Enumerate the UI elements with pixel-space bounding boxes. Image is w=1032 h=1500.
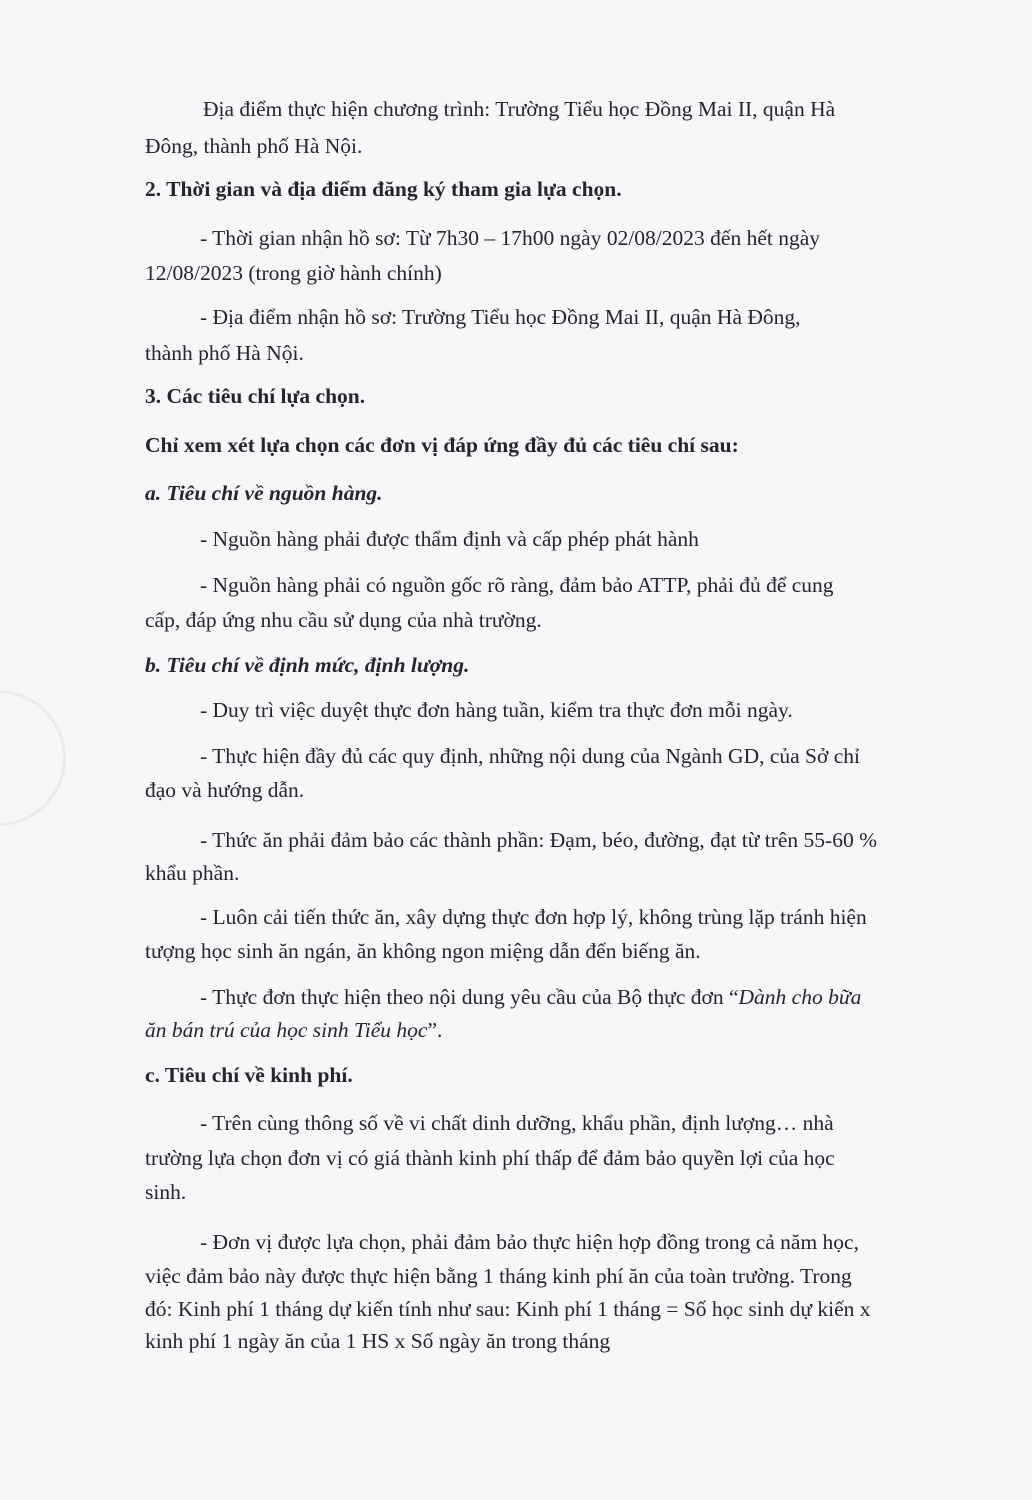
para-receive-time-line1: - Thời gian nhận hồ sơ: Từ 7h30 – 17h00 ngày 02/08/2023 đến hết ngày [200,226,821,250]
item-a1: - Nguồn hàng phải được thẩm định và cấp phép phát hành [200,527,699,551]
heading-section-3: 3. Các tiêu chí lựa chọn. [145,384,366,408]
para-receive-place-line2: thành phố Hà Nội. [145,341,304,365]
item-c2-line2: việc đảm bảo này được thực hiện bằng 1 tháng kinh phí ăn của toàn trường. Trong [145,1264,852,1288]
item-c2-line1: - Đơn vị được lựa chọn, phải đảm bảo thực hiện hợp đồng trong cả năm học, [200,1230,859,1254]
para-location-line1: Địa điểm thực hiện chương trình: Trường Tiểu học Đồng Mai II, quận Hà [203,97,836,121]
para-location-line2: Đông, thành phố Hà Nội. [145,134,363,158]
item-b3-line2: khẩu phần. [145,861,240,885]
item-a2-line2: cấp, đáp ứng nhu cầu sử dụng của nhà trường. [145,608,542,632]
item-b4-line1: - Luôn cải tiến thức ăn, xây dựng thực đơn hợp lý, không trùng lặp tránh hiện [200,905,867,929]
item-a2-line1: - Nguồn hàng phải có nguồn gốc rõ ràng, đảm bảo ATTP, phải đủ để cung [200,573,834,597]
item-c1-line1: - Trên cùng thông số về vi chất dinh dưỡng, khẩu phần, định lượng… nhà [200,1111,834,1135]
item-b2-line2: đạo và hướng dẫn. [145,778,305,802]
item-b4-line2: tượng học sinh ăn ngán, ăn không ngon miệng dẫn đến biếng ăn. [145,939,701,963]
item-c2-line3: đó: Kinh phí 1 tháng dự kiến tính như sau: Kinh phí 1 tháng = Số học sinh dự kiến x [145,1297,871,1321]
item-b1: - Duy trì việc duyệt thực đơn hàng tuần, kiểm tra thực đơn mỗi ngày. [200,698,793,722]
item-c1-line2: trường lựa chọn đơn vị có giá thành kinh phí thấp để đảm bảo quyền lợi của học [145,1146,835,1170]
item-c1-line3: sinh. [145,1180,187,1204]
heading-section-2: 2. Thời gian và địa điểm đăng ký tham gia lựa chọn. [145,177,622,201]
item-b5-line1: - Thực đơn thực hiện theo nội dung yêu cầu của Bộ thực đơn “Dành cho bữa [200,985,862,1009]
item-c2-line4: kinh phí 1 ngày ăn của 1 HS x Số ngày ăn trong tháng [145,1329,611,1353]
para-receive-place-line1: - Địa điểm nhận hồ sơ: Trường Tiểu học Đồng Mai II, quận Hà Đông, [200,305,801,329]
intro-criteria: Chỉ xem xét lựa chọn các đơn vị đáp ứng đầy đủ các tiêu chí sau: [145,433,739,457]
faded-stamp [0,690,66,826]
item-b2-line1: - Thực hiện đầy đủ các quy định, những nội dung của Ngành GD, của Sở chỉ [200,744,861,768]
heading-criteria-a: a. Tiêu chí về nguồn hàng. [145,481,383,505]
heading-criteria-c: c. Tiêu chí về kinh phí. [145,1063,353,1087]
heading-criteria-b: b. Tiêu chí về định mức, định lượng. [145,653,470,677]
para-receive-time-line2: 12/08/2023 (trong giờ hành chính) [145,261,442,285]
item-b3-line1: - Thức ăn phải đảm bảo các thành phần: Đạm, béo, đường, đạt từ trên 55-60 % [200,828,877,852]
item-b5-line2: ăn bán trú của học sinh Tiểu học”. [145,1018,443,1042]
